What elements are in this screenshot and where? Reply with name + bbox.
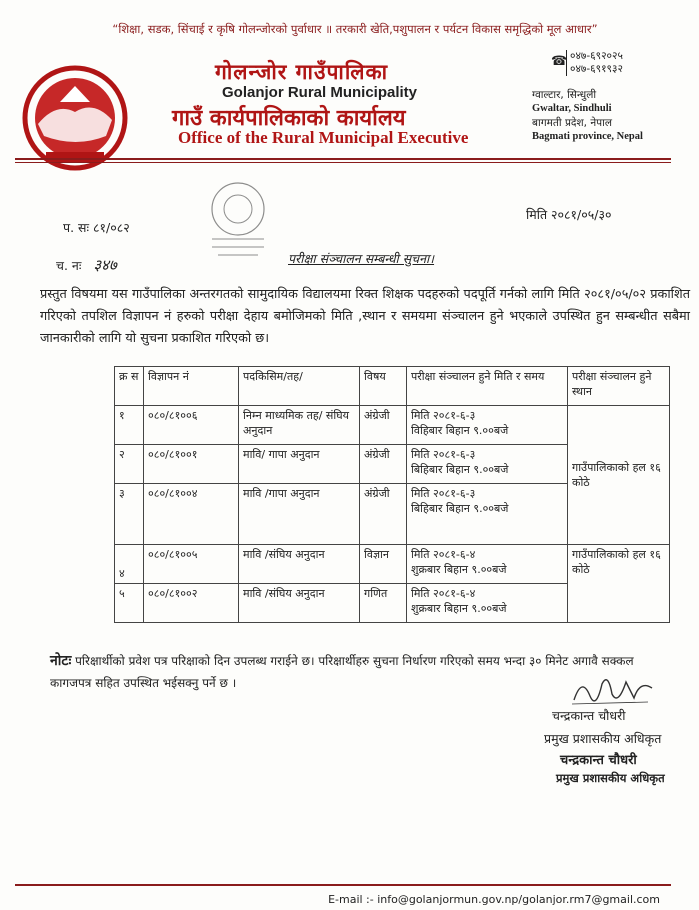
row-ad-number: ०८०/८१००२	[144, 584, 239, 623]
venue-cell-1: गाउँपालिकाको हल १६ कोठे	[568, 406, 670, 545]
office-name-nepali: गाउँ कार्यपालिकाको कार्यालय	[172, 106, 406, 131]
signatory-title: प्रमुख प्रशासकीय अधिकृत	[544, 731, 662, 746]
row-time: बिहिबार बिहान ९.००बजे	[411, 502, 509, 515]
row-time: विहिबार बिहान ९.००बजे	[411, 424, 509, 437]
address-nepali: ग्वाल्टार, सिन्धुली	[532, 89, 597, 101]
col-header-sn: क्र स	[115, 367, 144, 406]
row-post: मावि /संघिय अनुदान	[239, 545, 360, 584]
col-header-subject: विषय	[360, 367, 407, 406]
row-datetime	[407, 545, 568, 584]
row-sn: ३	[115, 484, 144, 545]
row-subject: अंग्रेजी	[360, 406, 407, 445]
subject-line: परीक्षा संञ्चालन सम्बन्धी सुचना।	[288, 251, 435, 266]
venue-cell-2: गाउँपालिकाको हल १६ कोठे	[568, 545, 670, 623]
letter-body: प्रस्तुत विषयमा यस गाउँपालिका अन्तरगतको सामुदायिक विद्यालयमा रिक्त शिक्षक पदहरुको पदपूर्ति गर्नको लागि मिति २०८१/०५/०२ प्रकाशित गरिएको तपशिल विज्ञापन नं हरुको परीक्षा देहाय बमोजिमको मिति ,स्थान र समयमा संञ्चालन हुने भएकाले उपस्थित हुन सम्बन्धीत सबैमा जानकारीको लागि यो सुचना प्रकाशित गरिएको छ।	[40, 287, 690, 346]
note-text: परिक्षार्थीको प्रवेश पत्र परिक्षाको दिन उपलब्ध गराईने छ। परिक्षार्थीहरु सुचना निर्धारण गरिएको समय भन्दा ३० मिनेट अगावै सक्कल कागजपत्र सहित उपस्थित भईसक्नु पर्ने छ ।	[50, 654, 634, 690]
header-rule	[15, 158, 671, 160]
row-ad-number: ०८०/८१००५	[144, 545, 239, 584]
row-time: शुक्रबार बिहान ९.००बजे	[411, 602, 507, 615]
col-header-post: पदकिसिम/तह/	[239, 367, 360, 406]
province-nepali: बागमती प्रदेश, नेपाल	[532, 117, 612, 129]
footer-rule	[15, 884, 671, 886]
chalani-number-value: ३४७	[93, 256, 117, 274]
province-english: Bagmati province, Nepal	[532, 131, 643, 142]
row-post: मावि /संघिय अनुदान	[239, 584, 360, 623]
row-sn: २	[115, 445, 144, 484]
header-rule-thin	[15, 162, 671, 163]
signatory-name: चन्द्रकान्त चौधरी	[552, 708, 626, 723]
office-name-english: Office of the Rural Municipal Executive	[178, 128, 469, 147]
col-header-datetime: परीक्षा संञ्चालन हुने मिति र समय	[407, 367, 568, 406]
row-date: मिति २०८१-६-३	[411, 409, 476, 422]
row-date: मिति २०८१-६-३	[411, 448, 476, 461]
table-row	[115, 545, 670, 584]
row-datetime	[407, 445, 568, 484]
row-datetime	[407, 484, 568, 545]
row-date: मिति २०८१-६-३	[411, 487, 476, 500]
footer-email: E-mail :- info@golanjormun.gov.np/golanjor.rm7@gmail.com	[328, 893, 660, 906]
row-ad-number: ०८०/८१००१	[144, 445, 239, 484]
row-sn: १	[115, 406, 144, 445]
table-header-row	[115, 367, 670, 406]
row-ad-number: ०८०/८१००४	[144, 484, 239, 545]
handwritten-signature	[568, 670, 658, 710]
chalani-label: च. नः	[56, 258, 82, 273]
row-date: मिति २०८१-६-४	[411, 587, 476, 600]
row-post: मावि /गापा अनुदान	[239, 484, 360, 545]
phone-icon: ☎	[551, 54, 568, 69]
signatory-name-stamp: चन्द्रकान्त चौधरी	[560, 753, 637, 768]
note-label: नोटः	[50, 653, 72, 669]
municipality-name-nepali: गोलन्जोर गाउँपालिका	[215, 60, 389, 84]
office-stamp	[198, 177, 278, 267]
patra-sankhya: प. सः ८१/०८२	[63, 220, 130, 235]
row-post: मावि/ गापा अनुदान	[239, 445, 360, 484]
signatory-title-stamp: प्रमुख प्रशासकीय अधिकृत	[556, 771, 665, 785]
row-subject: विज्ञान	[360, 545, 407, 584]
row-subject: गणित	[360, 584, 407, 623]
address-english: Gwaltar, Sindhuli	[532, 103, 612, 114]
row-sn: ४	[115, 545, 144, 584]
phone-numbers	[566, 50, 623, 76]
row-datetime	[407, 584, 568, 623]
municipality-name-english: Golanjor Rural Municipality	[222, 84, 418, 101]
col-header-venue: परीक्षा संञ्चालन हुने स्थान	[568, 367, 670, 406]
slogan: “शिक्षा, सडक, सिंचाई र कृषि गोलन्जोरको पुर्वाधार ॥ तरकारी खेति,पशुपालन र पर्यटन विकास समृद्धिको मूल आधार”	[112, 22, 598, 36]
row-time: शुक्रबार बिहान ९.००बजे	[411, 563, 507, 576]
col-header-ad-number: विज्ञापन नं	[144, 367, 239, 406]
row-datetime	[407, 406, 568, 445]
row-sn: ५	[115, 584, 144, 623]
address-block	[532, 88, 672, 144]
row-subject: अंग्रेजी	[360, 484, 407, 545]
phone-number-1: ०४७-६९२०२५	[570, 50, 623, 62]
letter-date: मिति २०८१/०५/३०	[526, 207, 612, 222]
row-ad-number: ०८०/८१००६	[144, 406, 239, 445]
row-subject: अंग्रेजी	[360, 445, 407, 484]
row-post: निम्न माध्यमिक तह/ संघिय अनुदान	[239, 406, 360, 445]
chalani-number	[56, 255, 117, 275]
phone-number-2: ०४७-६९१९३२	[570, 63, 623, 75]
exam-schedule-table	[114, 366, 670, 623]
table-row	[115, 406, 670, 445]
row-date: मिति २०८१-६-४	[411, 548, 476, 561]
row-time: बिहिबार बिहान ९.००बजे	[411, 463, 509, 476]
